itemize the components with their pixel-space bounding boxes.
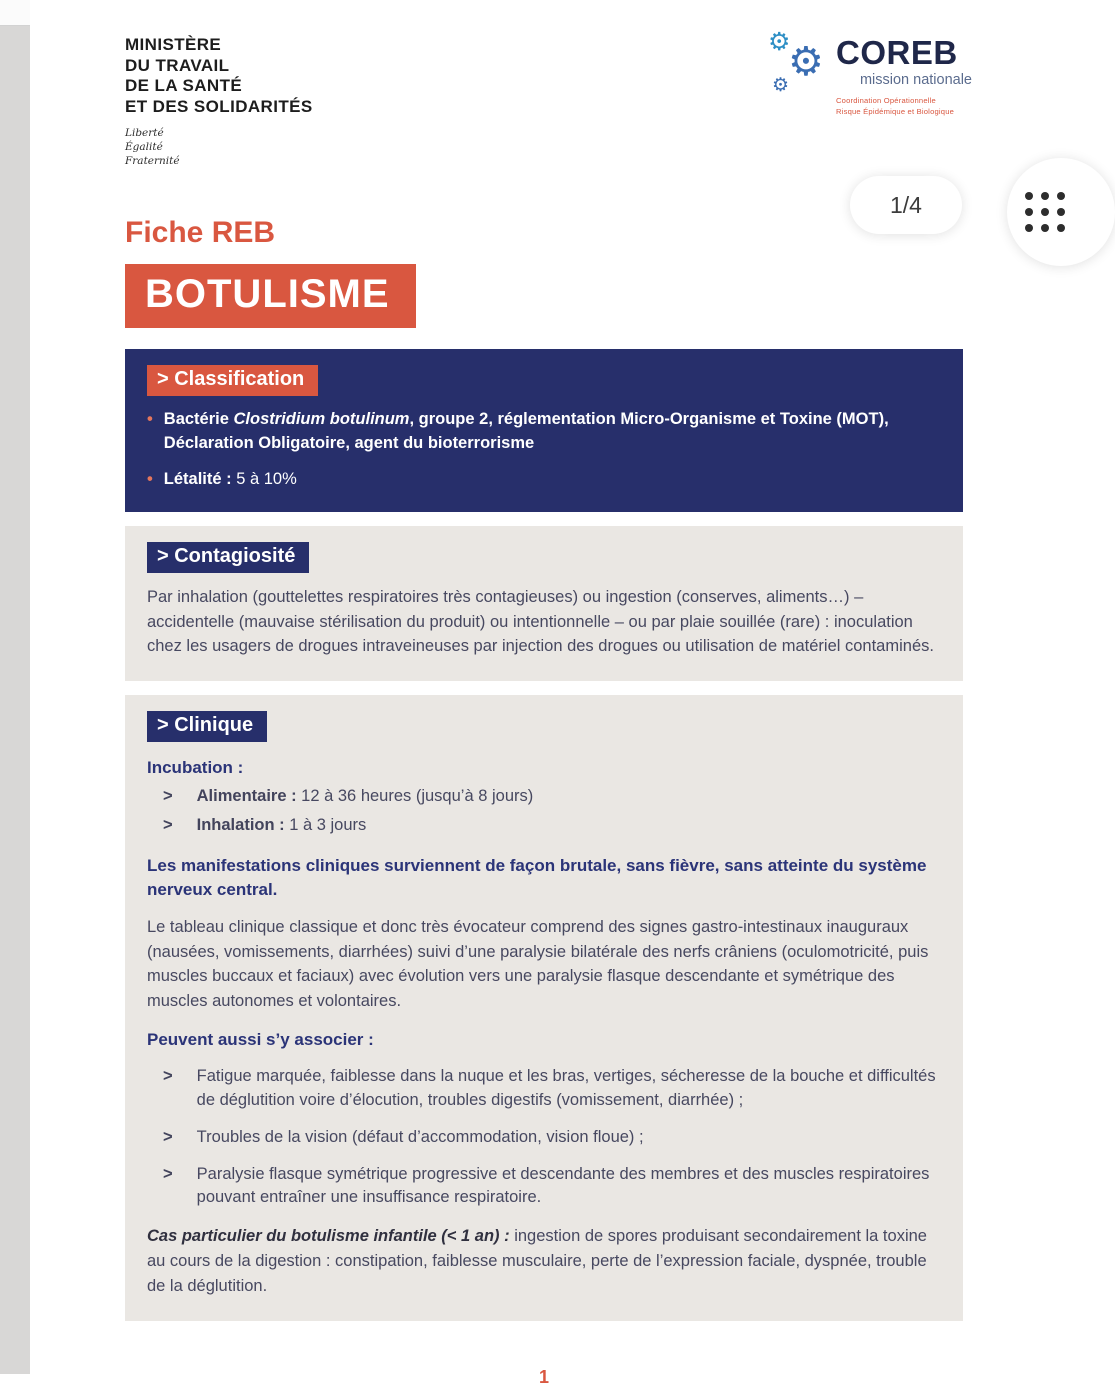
- ministry-line-3: DE LA SANTÉ: [125, 76, 243, 96]
- infantile-lead: Cas particulier du botulisme infantile (< 1 an) :: [147, 1227, 515, 1246]
- classification-bullet-2: [147, 468, 943, 492]
- document-header: [30, 0, 1065, 168]
- bullet-1-rest: , groupe 2, réglementation Micro-Organisme et Toxine (MOT), Déclaration Obligatoire, agent du bioterrorisme: [163, 410, 889, 452]
- bullet-1-lead: Bactérie: [163, 410, 234, 428]
- coreb-tagline: [836, 95, 972, 117]
- bullet-2-value: 5 à 10%: [236, 469, 297, 488]
- incubation-item-value: 1 à 3 jours: [284, 815, 367, 834]
- gear-icon-small: ⚙: [772, 75, 790, 96]
- coreb-subtitle: mission nationale: [859, 72, 972, 88]
- ministry-line-1: MINISTÈRE: [125, 35, 222, 54]
- doc-title: BOTULISME: [125, 264, 416, 328]
- gear-icon-large: ⚙: [788, 40, 824, 84]
- incubation-item-text: [197, 814, 367, 838]
- bullet-icon: •: [147, 410, 153, 428]
- coreb-tagline-2: Risque Épidémique et Biologique: [836, 107, 955, 116]
- grid-menu-button[interactable]: [1007, 158, 1115, 266]
- associer-item-1-text: Fatigue marquée, faiblesse dans la nuque et les bras, vertiges, sécheresse de la bouche et difficultés de déglutition voire d’élocution, troubles digestifs (vomissement, diarrhée) ;: [196, 1066, 936, 1109]
- incubation-item-label: Inhalation :: [196, 815, 285, 834]
- section-classification: [125, 349, 963, 512]
- associer-item-3-text: Paralysie flasque symétrique progressive et descendante des membres et des muscles respiratoires pouvant entraîner une insuffisance respiratoire.: [196, 1164, 930, 1207]
- classification-label: > Classification: [147, 365, 318, 396]
- clinique-label: > Clinique: [147, 711, 267, 742]
- coreb-logo: [768, 28, 972, 117]
- motto-liberte: Liberté: [125, 126, 164, 139]
- incubation-item-value: 12 à 36 heures (jusqu’à 8 jours): [296, 786, 534, 805]
- incubation-title: Incubation :: [147, 758, 244, 778]
- grid-dots-icon: [1025, 192, 1065, 232]
- incubation-item-alimentaire: [147, 785, 937, 809]
- bullet-1-species: Clostridium botulinum: [233, 410, 410, 428]
- classification-bullet-1: [147, 408, 943, 456]
- gears-icon: [768, 28, 830, 116]
- ministry-motto: [125, 126, 313, 169]
- associer-item-2-text: Troubles de la vision (défaut d’accommodation, vision floue) ;: [196, 1127, 644, 1146]
- doc-kicker: Fiche REB: [125, 216, 276, 249]
- document-content: [125, 216, 963, 1388]
- associer-item-2: [147, 1126, 937, 1150]
- clinique-highlight: Les manifestations cliniques surviennent de façon brutale, sans fièvre, sans atteinte du système nerveux central.: [147, 855, 927, 900]
- ministry-name: [125, 35, 313, 118]
- ministry-line-2: DU TRAVAIL: [125, 55, 230, 75]
- bullet-2-lead: Létalité :: [163, 469, 237, 488]
- classification-bullet-1-text: [164, 408, 943, 456]
- arrow-icon: >: [163, 815, 173, 834]
- associer-title: Peuvent aussi s’y associer :: [147, 1029, 374, 1049]
- infantile-paragraph: [147, 1224, 937, 1298]
- arrow-icon: >: [163, 1127, 173, 1146]
- infantile-rest: ingestion de spores produisant secondairement la toxine au cours de la digestion : constipation, faiblesse musculaire, perte de l’expression faciale, dyspnée, trouble de la déglutition.: [147, 1227, 927, 1295]
- page-number: 1: [538, 1366, 549, 1387]
- motto-fraternite: Fraternité: [125, 155, 180, 168]
- arrow-icon: >: [163, 1164, 173, 1183]
- section-contagiosite: [125, 526, 963, 681]
- incubation-item-inhalation: [147, 814, 937, 838]
- contagiosite-paragraph: Par inhalation (gouttelettes respiratoires très contagieuses) ou ingestion (conserves, aliments…) – accidentelle (mauvaise stérilisation du produit) ou intentionnelle – ou par plaie souillée (rare) : inoculation chez les usagers de drogues intraveineuses par injection des drogues ou utilisation de matériel contaminés.: [147, 587, 934, 656]
- incubation-item-label: Alimentaire :: [196, 786, 297, 805]
- associer-item-1: [147, 1065, 937, 1113]
- classification-bullet-2-text: [164, 468, 297, 492]
- associer-item-3: [147, 1163, 937, 1211]
- viewer-left-edge: [0, 26, 30, 1374]
- incubation-item-text: [197, 785, 534, 809]
- contagiosite-label: > Contagiosité: [147, 542, 309, 573]
- section-clinique: [125, 695, 963, 1321]
- bullet-icon: •: [147, 469, 153, 488]
- coreb-text: [836, 36, 972, 117]
- ministry-logo: [125, 35, 313, 168]
- ministry-line-4: ET DES SOLIDARITÉS: [125, 97, 313, 117]
- motto-egalite: Égalité: [125, 141, 163, 154]
- coreb-name: COREB: [836, 34, 958, 71]
- gear-icon-medium: ⚙: [768, 28, 791, 56]
- page-indicator: 1/4: [850, 176, 962, 234]
- arrow-icon: >: [163, 786, 173, 805]
- arrow-icon: >: [163, 1066, 173, 1085]
- clinique-paragraph: Le tableau clinique classique et donc très évocateur comprend des signes gastro-intestinaux inauguraux (nausées, vomissements, diarrhées) suivi d’une paralysie bilatérale des nerfs crâniens (oculomotricité, puis muscles buccaux et faciaux) avec évolution vers une paralysie flasque descendante et symétrique des muscles autonomes et volontaires.: [147, 917, 929, 1011]
- coreb-tagline-1: Coordination Opérationnelle: [836, 96, 936, 105]
- document-page: [30, 0, 1065, 1387]
